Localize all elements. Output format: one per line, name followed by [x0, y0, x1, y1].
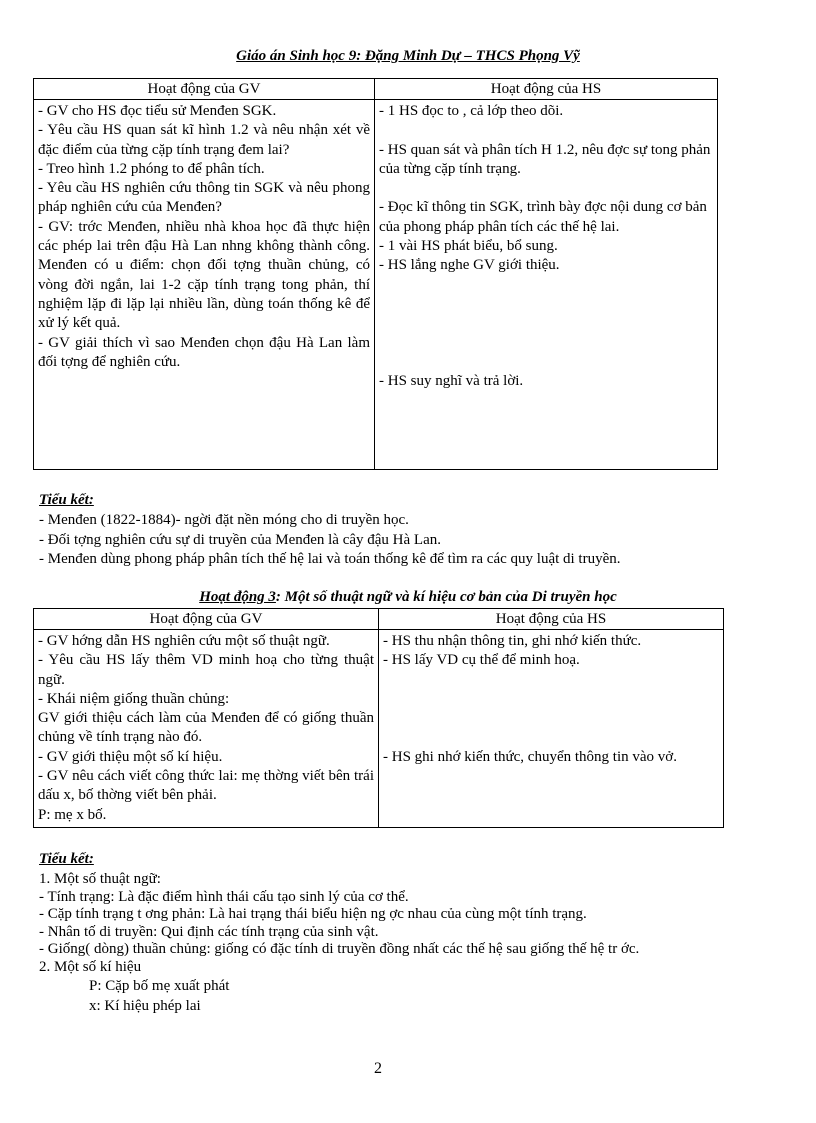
table1-gv-line: - Yêu cầu HS nghiên cứu thông tin SGK và nêu phong pháp nghiên cứu của Menđen? [38, 180, 370, 216]
table2-hs-line: - HS lấy VD cụ thể để minh hoạ. [383, 652, 580, 669]
summary1-title: Tiểu kết: [39, 492, 94, 508]
table1-hs-line: - 1 vài HS phát biểu, bổ sung. [379, 238, 558, 255]
summary2-title: Tiểu kết: [39, 851, 94, 867]
table1-hs-line [379, 314, 713, 333]
table1-hs-line: - HS lắng nghe GV giới thiệu. [379, 257, 560, 274]
page-number: 2 [374, 1060, 382, 1077]
table2-gv-line: - Khái niệm giống thuần chủng: [38, 690, 230, 707]
table1-hs-line [379, 179, 713, 198]
table2-gv-line: GV giới thiệu cách làm của Menđen để có giống thuần chủng về tính trạng nào đó. [38, 710, 374, 746]
table1-header-hs: Hoạt động của HS [375, 79, 718, 100]
table1-hs-line: - 1 HS đọc to , cả lớp theo dõi. [379, 103, 564, 119]
table2-gv-line: - Yêu cầu HS lấy thêm VD minh hoạ cho từng thuật ngữ. [38, 652, 374, 688]
activity3-title [0, 589, 816, 606]
table1-gv-line: - GV giải thích vì sao Menđen chọn đậu Hà Lan làm đối tợng để nghiên cứu. [38, 334, 370, 370]
table1-header-gv: Hoạt động của GV [34, 79, 375, 100]
table1-gv-line: - GV cho HS đọc tiểu sử Menđen SGK. [38, 103, 277, 119]
table2-hs-line [383, 728, 719, 747]
activity3-title-prefix: Hoạt động 3 [199, 589, 276, 605]
table1-hs-line [379, 334, 713, 353]
table1-gv-line: - Treo hình 1.2 phóng to để phân tích. [38, 160, 265, 177]
summary1-line: - Menđen dùng phong pháp phân tích thế hệ lai và toán thống kê để tìm ra các quy luật di truyền. [39, 551, 621, 567]
table1-hs-line [379, 353, 713, 372]
table2-gv-line: - GV giới thiệu một số kí hiệu. [38, 748, 223, 765]
table1-hs-line [379, 295, 713, 314]
table1-gv-line: - GV: trớc Menđen, nhiều nhà khoa học đã thực hiện các phép lai trên đậu Hà Lan nhng không thành công. Menđen có u điểm: chọn đối tợng thuần chủng, có vòng đời ngắn, lai 1-2 cặp tính trạng tong phản, thí nghiệm lặp đi lặp lại nhiều lần, dùng toán thống kê để xử lý kết quả. [38, 218, 370, 332]
table2-gv-cell [34, 630, 379, 828]
table1-gv-cell [34, 100, 375, 470]
summary2-line: 2. Một số kí hiệu [39, 958, 142, 975]
activity3-title-rest: : Một số thuật ngữ và kí hiệu cơ bản của Di truyền học [275, 589, 617, 605]
table1-gv-line: - Yêu cầu HS quan sát kĩ hình 1.2 và nêu nhận xét về đặc điểm của từng cặp tính trạng đem lai? [38, 122, 370, 158]
symbol-line: P: Cặp bố mẹ xuất phát [89, 978, 230, 994]
summary2-line: 1. Một số thuật ngữ: [39, 871, 161, 887]
page-header: Giáo án Sinh học 9: Đặng Minh Dự – THCS Phọng Vỹ [236, 48, 580, 64]
table1-hs-cell [375, 100, 718, 470]
summary1-line: - Đối tợng nghiên cứu sự di truyền của Menđen là cây đậu Hà Lan. [39, 531, 441, 548]
symbol-line: x: Kí hiệu phép lai [89, 998, 201, 1014]
table1-hs-line [379, 276, 713, 295]
summary2-line: - Cặp tính trạng t ơng phản: Là hai trạng thái biểu hiện ng ợc nhau của cùng một tính trạng. [39, 906, 587, 922]
table2-header-gv: Hoạt động của GV [34, 609, 379, 630]
table2-gv-line: - GV hớng dẫn HS nghiên cứu một số thuật ngữ. [38, 633, 330, 649]
table2-gv-line: P: mẹ x bố. [38, 806, 107, 823]
activity-table-1 [33, 78, 718, 470]
table2-hs-cell [379, 630, 724, 828]
table2-hs-line [383, 709, 719, 728]
table2-hs-line: - HS ghi nhớ kiến thức, chuyển thông tin vào vở. [383, 748, 677, 765]
summary2-line: - Tính trạng: Là đặc điểm hình thái cấu tạo sinh lý của cơ thể. [39, 888, 409, 905]
table2-header-hs: Hoạt động của HS [379, 609, 724, 630]
table2-gv-line: - GV nêu cách viết công thức lai: mẹ thờng viết bên trái dấu x, bố thờng viết bên phải. [38, 768, 374, 804]
table2-hs-line: - HS thu nhận thông tin, ghi nhớ kiến thức. [383, 633, 642, 649]
summary1-line: - Menđen (1822-1884)- ngời đặt nền móng cho di truyền học. [39, 512, 409, 528]
summary2 [39, 871, 719, 1016]
table1-hs-line [379, 121, 713, 140]
table2-hs-line [383, 690, 719, 709]
table1-hs-line: - HS quan sát và phân tích H 1.2, nêu đợc sự tong phản của từng cặp tính trạng. [379, 141, 711, 177]
table1-hs-line: - HS suy nghĩ và trả lời. [379, 373, 524, 390]
activity-table-2 [33, 608, 724, 828]
table1-hs-line: - Đọc kĩ thông tin SGK, trình bày đợc nội dung cơ bản của phong pháp phân tích các thế hệ lai. [379, 199, 707, 235]
table2-hs-line [383, 671, 719, 690]
summary2-line: - Giống( dòng) thuần chủng: giống có đặc tính di truyền đồng nhất các thế hệ sau giống thế hệ tr ớc. [39, 941, 640, 957]
summary2-line: - Nhân tố di truyền: Qui định các tính trạng của sinh vật. [39, 923, 379, 940]
summary1 [39, 511, 719, 570]
